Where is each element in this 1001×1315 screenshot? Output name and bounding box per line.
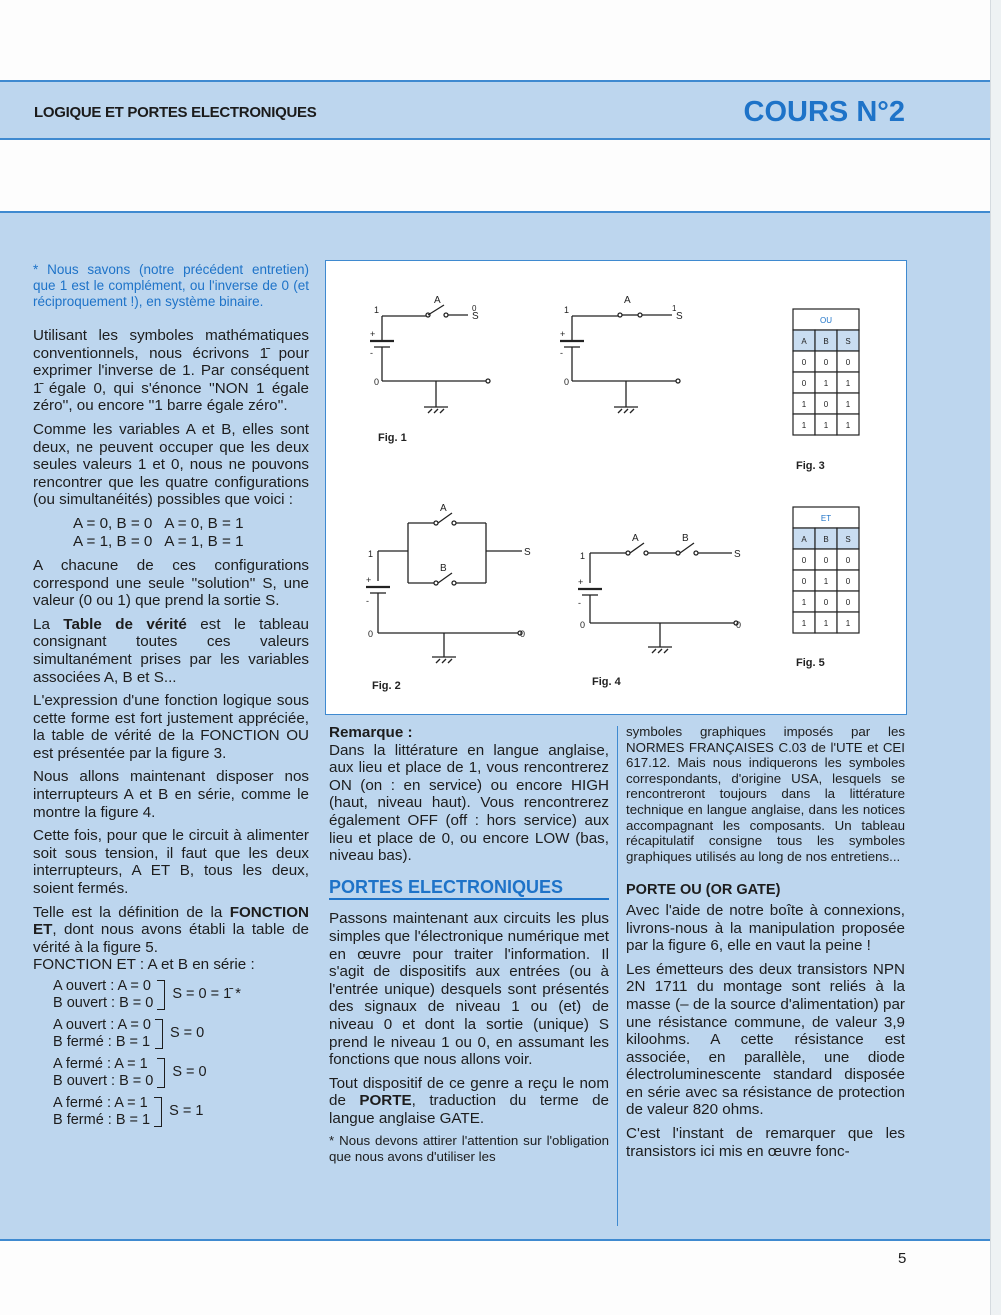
fig5-caption: Fig. 5 bbox=[796, 657, 825, 669]
paragraph: Avec l'aide de notre boîte à connexions, livrons-nous à la manipulation proposée par la figure 6, elle en vaut la peine ! bbox=[626, 901, 905, 955]
table-cell-text: 0 bbox=[823, 358, 829, 367]
truth-table-et bbox=[793, 507, 859, 633]
table-title: OU bbox=[820, 316, 832, 325]
fig1b-label-minus: - bbox=[560, 348, 563, 358]
brace bbox=[157, 1058, 165, 1088]
paragraph: Tout dispositif de ce genre a reçu le nom de PORTE, traduction du terme de langue anglaise GATE. bbox=[329, 1074, 609, 1127]
combination-line: A = 1, B = 0 A = 1, B = 1 bbox=[73, 532, 244, 550]
truth-table-ou bbox=[793, 309, 859, 435]
paragraph: A chacune de ces configurations correspond une seule ''solution'' S, une valeur (0 ou 1) que prend la sortie S. bbox=[33, 556, 309, 610]
paragraph: Telle est la définition de la FONCTION ET, dont nous avons établi la table de vérité à la figure 5. bbox=[33, 903, 309, 956]
fig4-label-minus: - bbox=[578, 598, 581, 608]
fig1b-circuit bbox=[560, 313, 680, 413]
table-cell-text: 1 bbox=[801, 598, 807, 607]
table-cell-text: 1 bbox=[845, 619, 851, 628]
fig1b-label-0: 0 bbox=[564, 377, 570, 387]
table-header-text: B bbox=[823, 535, 829, 544]
table-cell-text: 0 bbox=[801, 556, 807, 565]
function-title: FONCTION ET : A et B en série : bbox=[33, 956, 255, 974]
column-middle bbox=[329, 724, 609, 1165]
paragraph: L'expression d'une fonction logique sous cette forme est fort justement appréciée, la table de vérité de la FONCTION OU est présentée par la figure 3. bbox=[33, 692, 309, 762]
figures-svg bbox=[326, 261, 908, 716]
fig1b-label-1-out: 1 bbox=[672, 304, 677, 313]
table-cell-text: 0 bbox=[845, 577, 851, 586]
table-cell-text: 0 bbox=[845, 358, 851, 367]
table-cell-text: 0 bbox=[801, 358, 807, 367]
bold-term: PORTE bbox=[359, 1092, 412, 1110]
function-result: S = 0 = 1̄ * bbox=[172, 986, 241, 1003]
table-cell-text: 1 bbox=[845, 400, 851, 409]
footnote: * Nous devons attirer l'attention sur l'obligation que nous avons d'utiliser les bbox=[329, 1133, 609, 1165]
table-header-text: S bbox=[845, 337, 851, 346]
brace bbox=[154, 1097, 162, 1127]
function-case: A fermé : A = 1 B fermé : B = 1 S = 1 bbox=[53, 1095, 204, 1128]
function-result: S = 1 bbox=[169, 1103, 204, 1120]
column-left bbox=[33, 262, 309, 1134]
fig1-label-0-out: 0 bbox=[472, 304, 477, 313]
paragraph: symboles graphiques imposés par les NORMES FRANÇAISES C.03 de l'UTE et CEI 617.12. Mais nous indiquerons les symboles correspondants, d'origine USA, lesquels se rencontreront toujours dans la littérature technique en langue anglaise, dans les notices accompagnant les composants. Un tableau récapitulatif consigne tous les symboles graphiques utilisés au long de nos entretiens... bbox=[626, 724, 905, 864]
table-cell-text: 1 bbox=[845, 421, 851, 430]
paragraph: Cette fois, pour que le circuit à alimenter soit sous tension, il faut que les deux interrupteurs, A ET B, tous les deux, soient fermés. bbox=[33, 827, 309, 898]
fig4-label-b: B bbox=[682, 533, 689, 544]
fig4-label-0-out: 0 bbox=[736, 620, 742, 630]
table-cell-text: 1 bbox=[823, 379, 829, 388]
fig4-label-s: S bbox=[734, 549, 741, 560]
combinations bbox=[73, 515, 309, 551]
paragraph: La Table de vérité est le tableau consignant toutes ces valeurs simultanément prises par les variables associées A, B et S... bbox=[33, 615, 309, 686]
fig2-caption: Fig. 2 bbox=[372, 680, 401, 692]
fig1b-label-a: A bbox=[624, 295, 631, 306]
section-title: PORTES ELECTRONIQUES bbox=[329, 879, 609, 901]
fig1-caption: Fig. 1 bbox=[378, 432, 407, 444]
fig2-circuit bbox=[366, 513, 522, 663]
column-right bbox=[626, 724, 905, 1160]
fig1-label-plus: + bbox=[370, 329, 376, 339]
fig4-label-1: 1 bbox=[580, 551, 586, 561]
table-header-text: B bbox=[823, 337, 829, 346]
fig4-circuit bbox=[578, 543, 738, 653]
footnote-blue: * Nous savons (notre précédent entretien) que 1 est le complément, ou l'inverse de 0 (et réciproquement !), en système binaire. bbox=[33, 262, 309, 309]
table-header-text: A bbox=[801, 535, 807, 544]
fig1b-label-s: S bbox=[676, 311, 683, 322]
table-header-text: S bbox=[845, 535, 851, 544]
fig2-label-1: 1 bbox=[368, 549, 374, 559]
fig1b-label-1: 1 bbox=[564, 305, 570, 315]
paragraph: C'est l'instant de remarquer que les transistors ici mis en œuvre fonc- bbox=[626, 1125, 905, 1160]
fig1-label-1: 1 bbox=[374, 305, 380, 315]
fig3-caption: Fig. 3 bbox=[796, 460, 825, 472]
function-result: S = 0 bbox=[169, 1025, 205, 1042]
table-cell-text: 1 bbox=[823, 619, 829, 628]
figure-panel bbox=[325, 260, 907, 715]
fig2-label-s: S bbox=[524, 547, 531, 558]
fig2-label-b: B bbox=[440, 563, 447, 574]
bold-term: Table de vérité bbox=[63, 615, 187, 633]
table-cell-text: 1 bbox=[823, 421, 829, 430]
brace bbox=[155, 1019, 163, 1049]
fig4-label-a: A bbox=[632, 533, 639, 544]
fig2-label-plus: + bbox=[366, 575, 372, 585]
brace bbox=[157, 980, 165, 1010]
function-case: A ouvert : A = 0 B ouvert : B = 0 S = 0 = 1̄ * bbox=[53, 978, 241, 1011]
fig2-label-a: A bbox=[440, 503, 447, 514]
table-cell-text: 0 bbox=[801, 379, 807, 388]
fig1-label-0: 0 bbox=[374, 377, 380, 387]
course-number: COURS N°2 bbox=[743, 96, 905, 128]
fig2-label-minus: - bbox=[366, 596, 369, 606]
function-case: A ouvert : A = 0 B fermé : B = 1 S = 0 bbox=[53, 1017, 205, 1050]
table-cell-text: 1 bbox=[801, 619, 807, 628]
fig4-caption: Fig. 4 bbox=[592, 676, 621, 688]
fig4-label-plus: + bbox=[578, 577, 584, 587]
paragraph: Passons maintenant aux circuits les plus simples que l'électronique numérique met en œuvre pour traiter l'information. Il s'agit de dispositifs aux entrées (ou à l'entrée unique) desquels sont présentés des signaux de niveau 1 ou (et) de niveau 0 et dont la sortie (unique) S prend le niveau 1 ou 0, en assumant les fonctions que nous allons voir. bbox=[329, 910, 609, 1069]
function-result: S = 0 bbox=[172, 1064, 207, 1081]
page-number: 5 bbox=[898, 1250, 907, 1267]
table-cell-text: 0 bbox=[823, 598, 829, 607]
table-cell-text: 1 bbox=[845, 379, 851, 388]
fig1-label-minus: - bbox=[370, 348, 373, 358]
fig1-label-a: A bbox=[434, 295, 441, 306]
table-cell-text: 1 bbox=[801, 400, 807, 409]
table-cell-text: 0 bbox=[823, 400, 829, 409]
fig2-label-0-out: 0 bbox=[520, 629, 526, 639]
table-header-text: A bbox=[801, 337, 807, 346]
table-cell-text: 0 bbox=[801, 577, 807, 586]
remark-title: Remarque : bbox=[329, 724, 413, 741]
function-case: A fermé : A = 1 B ouvert : B = 0 S = 0 bbox=[53, 1056, 207, 1089]
remark-text: Dans la littérature en langue anglaise, aux lieu et place de 1, vous rencontrerez ON (on : en service) ou encore HIGH (haut, niveau haut). Vous rencontrerez également OFF (off : hors service) aux lieu et place de 0, ou encore LOW (bas, niveau bas). bbox=[329, 741, 609, 865]
table-cell-text: 0 bbox=[845, 556, 851, 565]
paragraph: Comme les variables A et B, elles sont deux, ne peuvent occuper que les deux seules valeurs 1 et 0, nous ne pouvons rencontrer que les quatre configurations (ou simultanéités) possibles que voici : bbox=[33, 420, 309, 509]
fig1b-label-plus: + bbox=[560, 329, 566, 339]
table-cell-text: 1 bbox=[801, 421, 807, 430]
header-title: LOGIQUE ET PORTES ELECTRONIQUES bbox=[34, 104, 317, 121]
column-rule bbox=[617, 726, 618, 1226]
table-cell-text: 1 bbox=[823, 577, 829, 586]
paragraph: Utilisant les symboles mathématiques conventionnels, nous écrivons 1̄ pour exprimer l'inverse de 1. Par conséquent 1̄ égale 0, qui s'énonce ''NON 1 égale zéro'', ou encore ''1 barre égale zéro''. bbox=[33, 327, 309, 415]
function-cases bbox=[53, 978, 309, 1129]
paragraph: Les émetteurs des deux transistors NPN 2N 1711 du montage sont reliés à la masse (– de la source d'alimentation) par une résistance commune, de valeur 3,9 kiloohms. A cette résistance est associée, en parallèle, une diode électroluminescente standard disposée en série avec sa résistance de protection de valeur 820 ohms. bbox=[626, 960, 905, 1119]
table-cell-text: 0 bbox=[823, 556, 829, 565]
paragraph: Nous allons maintenant disposer nos interrupteurs A et B en série, comme le montre la figure 4. bbox=[33, 768, 309, 821]
fig1-label-s: S bbox=[472, 311, 479, 322]
fig4-label-0: 0 bbox=[580, 620, 586, 630]
table-title: ET bbox=[820, 514, 832, 523]
table-cell-text: 0 bbox=[845, 598, 851, 607]
fig2-label-0: 0 bbox=[368, 629, 374, 639]
combination-line: A = 0, B = 0 A = 0, B = 1 bbox=[73, 514, 244, 532]
bold-term: FONCTION ET bbox=[33, 903, 309, 939]
subsection-title: PORTE OU (OR GATE) bbox=[626, 882, 781, 899]
page-edge bbox=[990, 0, 1001, 1315]
